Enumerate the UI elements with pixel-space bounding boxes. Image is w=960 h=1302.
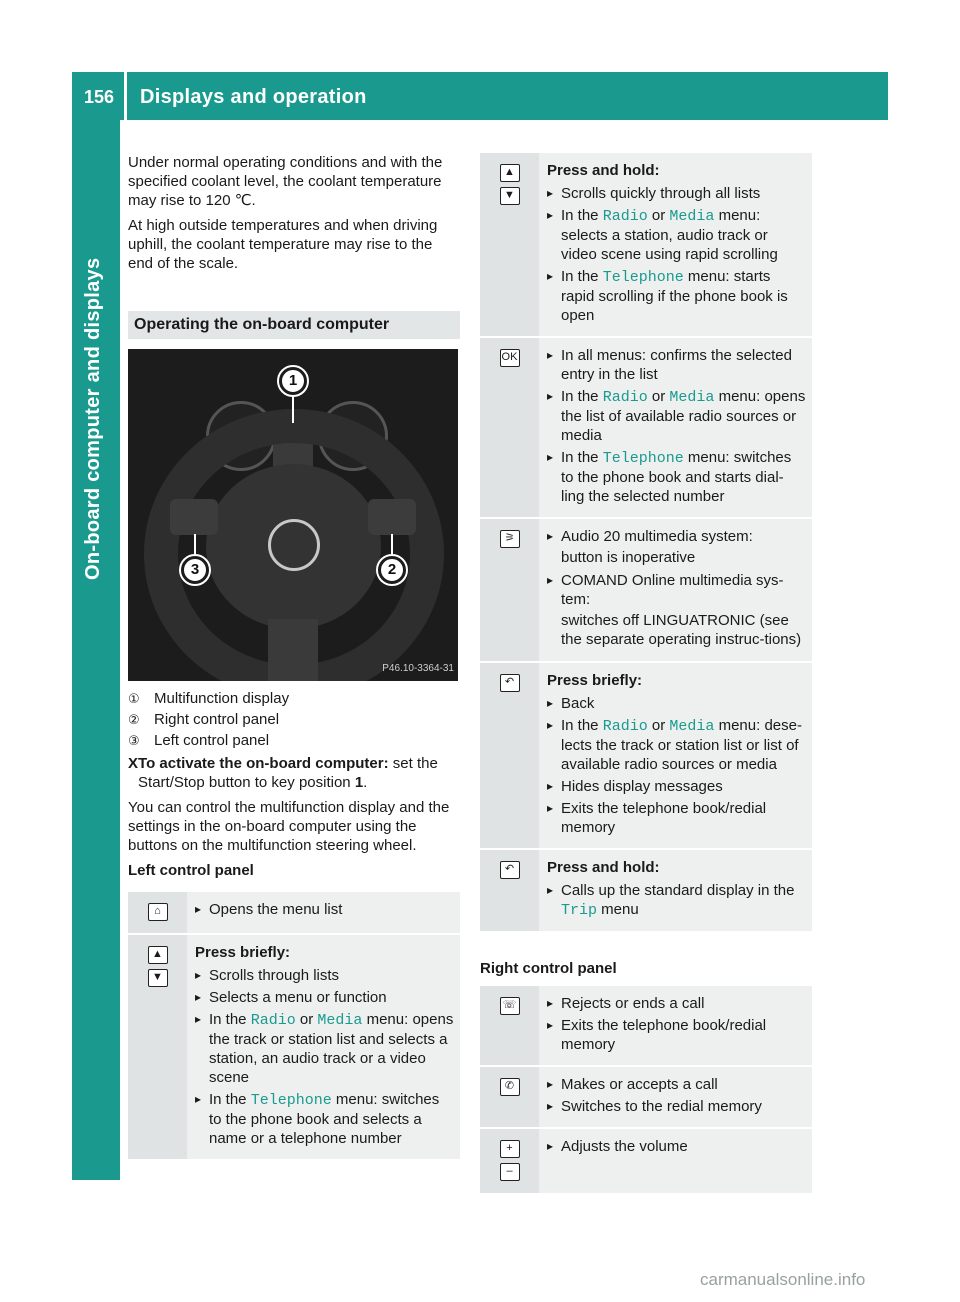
legend-item — [128, 689, 460, 708]
list-item: ▸ Rejects or ends a call — [547, 994, 806, 1013]
voice-off-icon: ⚞ — [500, 530, 520, 548]
list-item: ▸ Hides display messages — [547, 777, 806, 796]
list-item: ▸ Opens the menu list — [195, 900, 454, 919]
list-item: ▸ Makes or accepts a call — [547, 1075, 806, 1094]
list-item: ▸ Calls up the standard display in the Trip menu — [547, 881, 806, 920]
list-item: ▸ In the Telephone menu: switches to the phone book and selects a name or a telephone number — [195, 1090, 454, 1148]
body-paragraph: You can control the multifunction display and the settings in the on-board computer using the buttons on the multifunction steering wheel. — [128, 799, 450, 854]
legend-number: ③ — [128, 733, 140, 748]
table-row — [480, 153, 812, 337]
emblem-icon — [268, 519, 320, 571]
list-item: ▸ Switches to the redial memory — [547, 1097, 806, 1116]
side-title: On-board computer and displays — [82, 257, 104, 580]
table-row — [480, 849, 812, 932]
legend-text: Left control panel — [154, 732, 270, 749]
list-item: ▸ Selects a menu or function — [195, 988, 454, 1007]
callout-2: 2 — [378, 556, 406, 584]
ok-icon: OK — [500, 349, 520, 367]
home-icon: ⌂ — [148, 903, 168, 921]
section-title: Operating the on-board computer — [128, 311, 460, 339]
table-row — [128, 934, 460, 1160]
plus-icon: + — [500, 1140, 520, 1158]
left-panel-table — [128, 892, 460, 1161]
list-item: ▸ Audio 20 multimedia system: button is inoperative — [547, 527, 806, 567]
up-arrow-icon: ▲ — [148, 946, 168, 964]
right-control-panel-image — [368, 499, 416, 535]
table-row — [480, 1128, 812, 1194]
row-heading: Press and hold: — [547, 162, 660, 179]
left-panel-heading: Left control panel — [128, 862, 254, 879]
left-panel-table-continued — [480, 153, 812, 933]
list-item: ▸ In the Radio or Media menu: dese-lects the track or station list or list of available radio sources or media — [547, 716, 806, 774]
page-number: 156 — [84, 87, 115, 107]
callout-line-1 — [292, 393, 294, 423]
wheel-spoke — [268, 619, 318, 681]
legend-text: Right control panel — [154, 711, 280, 728]
figure-code: P46.10-3364-31 — [382, 663, 454, 674]
table-row — [480, 1066, 812, 1128]
list-item: ▸ In the Radio or Media menu: selects a station, audio track or video scene using rapid scrolling — [547, 206, 806, 264]
right-column — [480, 153, 812, 1195]
list-item: ▸ Exits the telephone book/redial memory — [547, 799, 806, 837]
row-heading: Press briefly: — [547, 672, 643, 689]
list-item: ▸ Adjusts the volume — [547, 1137, 806, 1156]
intro-paragraph-2: At high outside temperatures and when driving uphill, the coolant temperature may rise to the end of the scale. — [128, 217, 438, 272]
list-item: ▸ Exits the telephone book/redial memory — [547, 1016, 806, 1054]
list-item: ▸ In all menus: confirms the selected entry in the list — [547, 346, 806, 384]
page-title: Displays and operation — [140, 86, 367, 108]
legend-item — [128, 710, 460, 729]
left-column — [128, 153, 460, 1161]
back-icon: ↶ — [500, 674, 520, 692]
list-item: ▸ Back — [547, 694, 806, 713]
row-heading: Press briefly: — [195, 944, 291, 961]
table-row — [128, 892, 460, 934]
up-arrow-icon: ▲ — [500, 164, 520, 182]
list-item: ▸ In the Radio or Media menu: opens the list of available radio sources or media — [547, 387, 806, 445]
list-item: ▸ Scrolls quickly through all lists — [547, 184, 806, 203]
watermark: carmanualsonline.info — [700, 1270, 866, 1289]
instruction — [128, 754, 460, 792]
list-item: ▸ In the Radio or Media menu: opens the track or station list and selects a station, an audio track or a video scene — [195, 1010, 454, 1087]
legend-number: ① — [128, 691, 140, 706]
call-icon: ✆ — [500, 1078, 520, 1096]
down-arrow-icon: ▼ — [148, 969, 168, 987]
callout-1: 1 — [279, 367, 307, 395]
callout-3: 3 — [181, 556, 209, 584]
back-icon: ↶ — [500, 861, 520, 879]
table-row — [480, 986, 812, 1066]
legend-text: Multifunction display — [154, 690, 290, 707]
instruction-text: To activate the on-board computer: set the Start/Stop button to key position 1. — [138, 755, 438, 791]
down-arrow-icon: ▼ — [500, 187, 520, 205]
left-control-panel-image — [170, 499, 218, 535]
header-separator — [124, 72, 127, 120]
end-call-icon: ☏ — [500, 997, 520, 1015]
intro-paragraph-1: Under normal operating conditions and with the specified coolant level, the coolant temperature may rise to 120 ℃. — [128, 154, 443, 209]
table-row — [480, 337, 812, 518]
list-item: ▸ In the Telephone menu: switches to the phone book and starts dial-ling the selected number — [547, 448, 806, 506]
minus-icon: – — [500, 1163, 520, 1181]
right-panel-table — [480, 986, 812, 1195]
instruction-arrow: X — [128, 755, 139, 772]
list-item: ▸ Scrolls through lists — [195, 966, 454, 985]
legend-item — [128, 731, 460, 750]
table-row — [480, 662, 812, 849]
list-item: ▸ In the Telephone menu: starts rapid scrolling if the phone book is open — [547, 267, 806, 325]
row-heading: Press and hold: — [547, 859, 660, 876]
right-panel-heading: Right control panel — [480, 960, 617, 977]
table-row — [480, 518, 812, 662]
legend-number: ② — [128, 712, 140, 727]
steering-wheel-image — [128, 349, 458, 681]
list-item: ▸ COMAND Online multimedia sys-tem: switches off LINGUATRONIC (see the separate operating instruc-tions) — [547, 571, 806, 649]
